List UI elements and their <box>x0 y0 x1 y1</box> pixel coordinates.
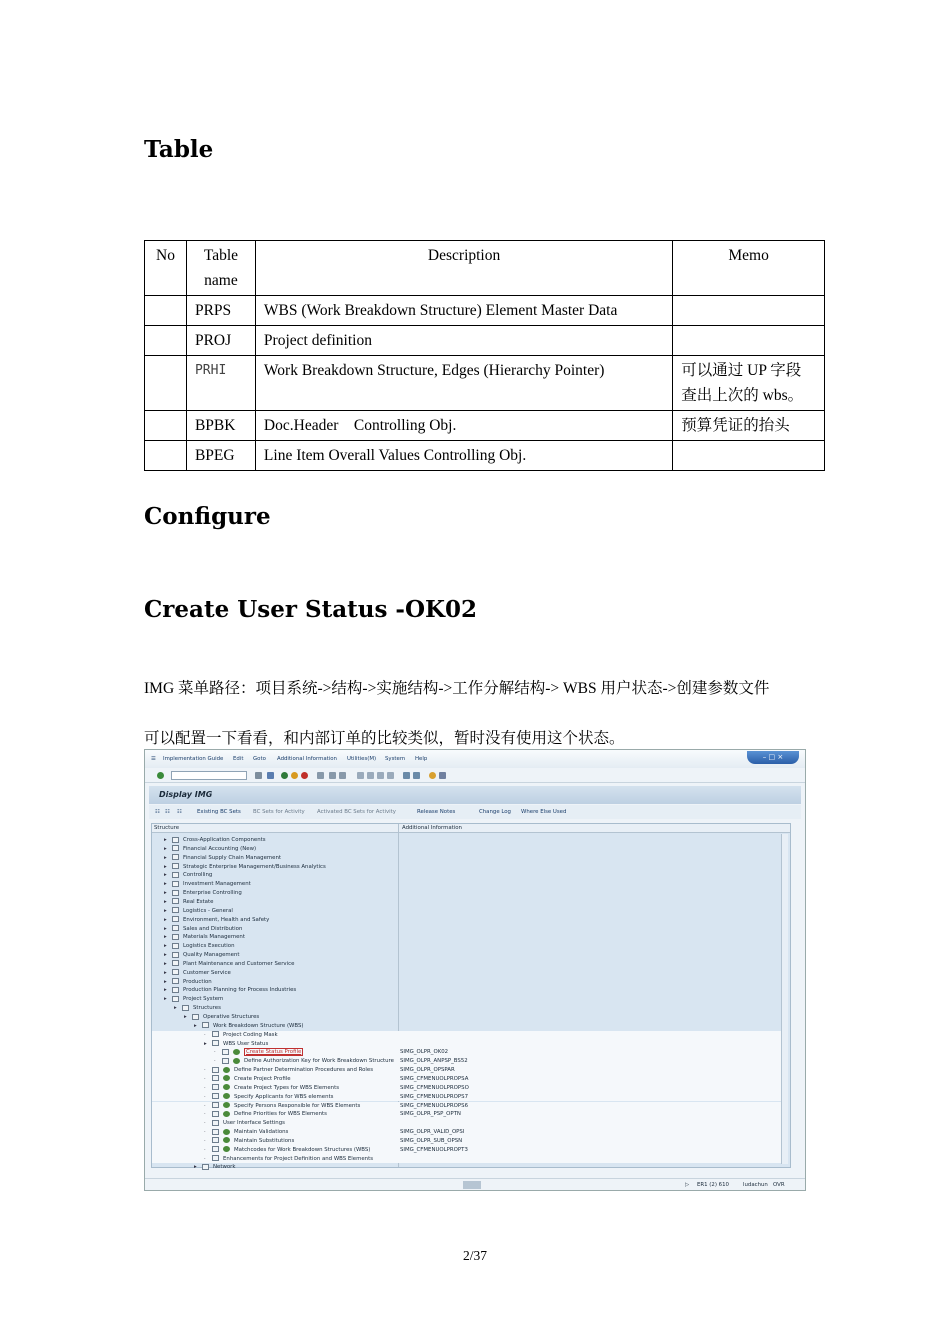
tree-toggle-icon[interactable]: · <box>204 1111 206 1118</box>
tree-node[interactable] <box>152 933 788 942</box>
tree-node[interactable] <box>152 1128 788 1137</box>
activated-bc-sets-button[interactable]: Activated BC Sets for Activity <box>317 809 396 815</box>
cell-desc: Work Breakdown Structure, Edges (Hierarchy Pointer) <box>255 356 672 411</box>
release-notes-button[interactable]: Release Notes <box>417 809 456 815</box>
tree-node[interactable] <box>152 1146 788 1155</box>
tree-node-info: SIMG_OLPR_SUB_OPSN <box>400 1137 463 1144</box>
sap-menu-icon[interactable]: ☰ <box>151 756 156 762</box>
tree-folder-icon <box>212 1146 219 1152</box>
tree-toggle-icon[interactable]: · <box>204 1155 206 1162</box>
tree-toggle-icon[interactable]: ▸ <box>164 916 167 923</box>
tree-node-label[interactable]: Production Planning for Process Industries <box>183 987 297 994</box>
tree-folder-icon <box>212 1093 219 1099</box>
tree-node[interactable] <box>152 1075 788 1084</box>
heading-configure: Configure <box>144 503 271 530</box>
tree-folder-icon <box>172 996 179 1002</box>
tree-node[interactable] <box>152 898 788 907</box>
existing-bc-sets-button[interactable]: Existing BC Sets <box>197 809 241 815</box>
tree-node-label[interactable]: Cross-Application Components <box>183 837 266 843</box>
tree-folder-icon <box>202 1022 209 1028</box>
execute-icon[interactable] <box>223 1146 230 1152</box>
new-session-icon[interactable] <box>403 772 410 779</box>
tree-toggle-icon[interactable]: ▸ <box>164 996 167 1003</box>
tree-node-label[interactable]: Enterprise Controlling <box>183 890 242 897</box>
tree-folder-icon <box>172 969 179 975</box>
heading-table: Table <box>144 136 214 163</box>
sap-menubar <box>145 750 805 768</box>
tree-node-label[interactable]: Maintain Substitutions <box>234 1137 295 1144</box>
heading-create-user-status: Create User Status -OK02 <box>144 596 478 623</box>
sap-application-toolbar <box>149 805 801 819</box>
tree-toggle-icon[interactable]: ▸ <box>174 1005 177 1012</box>
tree-node[interactable] <box>152 960 788 969</box>
execute-icon[interactable] <box>223 1102 230 1108</box>
tree-folder-icon <box>172 872 179 878</box>
tree-node-info: SIMG_OLPR_ANPSP_BS52 <box>400 1058 468 1065</box>
status-user: ludachun <box>743 1182 768 1188</box>
tree-node-label[interactable]: Enhancements for Project Definition and WBS Elements <box>223 1155 374 1162</box>
tree-toggle-icon[interactable]: · <box>204 1067 206 1074</box>
header-no: No <box>145 241 187 296</box>
tree-folder-icon <box>172 881 179 887</box>
tree-toggle-icon[interactable]: · <box>204 1146 206 1153</box>
tree-node[interactable] <box>152 1013 788 1022</box>
status-mode: OVR <box>773 1182 785 1188</box>
tree-header <box>152 824 790 833</box>
tree-toggle-icon[interactable]: ▸ <box>164 943 167 950</box>
tree-node-label[interactable]: Logistics - General <box>183 907 233 914</box>
find-icon[interactable] <box>329 772 336 779</box>
cell-name: PRHI <box>186 356 255 411</box>
tree-node[interactable] <box>152 880 788 889</box>
tree-folder-icon <box>212 1137 219 1143</box>
cell-memo <box>673 296 825 326</box>
tree-toggle-icon[interactable]: · <box>204 1102 206 1109</box>
last-page-icon[interactable] <box>387 772 394 779</box>
tree-toggle-icon[interactable]: ▸ <box>164 854 167 861</box>
tree-folder-icon <box>192 1014 199 1020</box>
cell-desc: Project definition <box>255 326 672 356</box>
table-row <box>145 326 825 356</box>
header-memo: Memo <box>673 241 825 296</box>
tree-toggle-icon[interactable]: ▸ <box>164 987 167 994</box>
menu-utilities[interactable]: Utilities(M) <box>347 756 377 762</box>
tree-node[interactable] <box>152 951 788 960</box>
execute-icon[interactable] <box>223 1093 230 1099</box>
tree-folder-icon <box>172 960 179 966</box>
tree-folder-icon <box>212 1031 219 1037</box>
tree-node[interactable] <box>152 889 788 898</box>
tree-node-label[interactable]: Define Authorization Key for Work Breakdown Structure <box>244 1058 394 1065</box>
tree-header-structure: Structure <box>154 825 180 831</box>
tree-node[interactable] <box>152 907 788 916</box>
tree-folder-icon <box>212 1067 219 1073</box>
tree-node[interactable] <box>152 1155 788 1164</box>
tree-folder-icon <box>172 925 179 931</box>
enter-icon[interactable] <box>157 772 164 779</box>
tree-folder-icon <box>172 890 179 896</box>
execute-icon[interactable] <box>223 1075 230 1081</box>
tree-node-label[interactable]: Quality Management <box>183 952 240 959</box>
tree-toggle-icon[interactable]: ▸ <box>164 881 167 888</box>
tree-node[interactable] <box>152 969 788 978</box>
header-table-name: Table name <box>186 241 255 296</box>
table-row <box>145 296 825 326</box>
tree-folder-icon <box>172 898 179 904</box>
tree-folder-icon <box>212 1075 219 1081</box>
first-page-icon[interactable] <box>357 772 364 779</box>
tree-node[interactable] <box>152 836 788 845</box>
tree-folder-icon <box>212 1129 219 1135</box>
tree-node-label[interactable]: Environment, Health and Safety <box>183 916 270 923</box>
find-next-icon[interactable] <box>339 772 346 779</box>
tree-node[interactable] <box>152 1031 788 1040</box>
tree-folder-icon <box>172 943 179 949</box>
sap-screenshot <box>144 749 806 1191</box>
tree-toggle-icon[interactable]: ▸ <box>164 863 167 870</box>
print-icon[interactable] <box>317 772 324 779</box>
tree-node[interactable] <box>152 1048 788 1057</box>
tree-node-info: SIMG_CFMENUOLPROPS6 <box>400 1102 469 1109</box>
cell-name: PROJ <box>186 326 255 356</box>
tree-node-label[interactable]: Maintain Validations <box>234 1129 289 1136</box>
tree-node-label[interactable]: Logistics Execution <box>183 943 235 950</box>
execute-icon[interactable] <box>223 1137 230 1143</box>
tree-node-label[interactable]: WBS User Status <box>223 1040 269 1047</box>
tree-toggle-icon[interactable]: ▸ <box>164 898 167 905</box>
execute-icon[interactable] <box>223 1084 230 1090</box>
tree-toggle-icon[interactable]: ▸ <box>164 907 167 914</box>
tree-node-info: SIMG_OLPR_OPSPAR <box>400 1067 455 1074</box>
tree-node-info: SIMG_OLPR_OK02 <box>400 1049 449 1056</box>
sap-status-bar <box>145 1178 805 1190</box>
header-description: Description <box>255 241 672 296</box>
tree-node-label[interactable]: Create Status Profile <box>246 1049 302 1056</box>
tree-node-info: SIMG_CFMENUOLPROPSA <box>400 1075 469 1082</box>
tree-toggle-icon[interactable]: ▸ <box>184 1014 187 1020</box>
cell-desc: Doc.Header Controlling Obj. <box>255 411 672 441</box>
change-log-button[interactable]: Change Log <box>479 809 511 815</box>
tree-node-label[interactable]: Financial Accounting (New) <box>183 845 257 852</box>
tree-toggle-icon[interactable]: ▸ <box>164 845 167 852</box>
tree-node-label[interactable]: Investment Management <box>183 881 251 888</box>
tree-toggle-icon[interactable]: · <box>214 1049 216 1056</box>
table-row <box>145 356 825 411</box>
window-controls[interactable]: – □ × <box>747 751 799 764</box>
tree-node[interactable] <box>152 986 788 995</box>
previous-page-icon[interactable] <box>367 772 374 779</box>
tree-node-label[interactable]: Project Coding Mask <box>223 1031 278 1038</box>
tree-node-label[interactable]: Strategic Enterprise Management/Business Analytics <box>183 863 326 870</box>
tree-node-label[interactable]: Controlling <box>183 872 213 879</box>
cell-name: BPBK <box>186 411 255 441</box>
tree-toggle-icon[interactable]: · <box>204 1075 206 1082</box>
tree-node-label[interactable]: Sales and Distribution <box>183 925 243 932</box>
tree-folder-icon <box>212 1120 219 1126</box>
sap-standard-toolbar <box>145 768 805 783</box>
tree-folder-icon <box>222 1058 229 1064</box>
tree-toggle-icon[interactable]: ▸ <box>204 1040 207 1047</box>
tree-folder-icon <box>212 1102 219 1108</box>
cell-no <box>145 356 187 411</box>
img-menu-path-text: IMG 菜单路径：项目系统->结构->实施结构->工作分解结构-> WBS 用户状态->创建参数文件 <box>144 680 770 697</box>
tree-toggle-icon[interactable]: ▸ <box>194 1164 197 1171</box>
execute-icon[interactable] <box>233 1058 240 1064</box>
tree-toggle-icon[interactable]: · <box>204 1137 206 1144</box>
tree-node-info: SIMG_CFMENUOLPROPT3 <box>400 1146 468 1153</box>
tree-node-label[interactable]: Create Project Profile <box>234 1075 291 1082</box>
tree-folder-icon <box>212 1040 219 1046</box>
table-header-row <box>145 241 825 296</box>
table-row <box>145 441 825 471</box>
page-number: 2/37 <box>462 1248 487 1263</box>
tree-node-label[interactable]: Create Project Types for WBS Elements <box>234 1084 340 1091</box>
tree-toggle-icon[interactable]: ▸ <box>164 952 167 959</box>
tree-node[interactable] <box>152 854 788 863</box>
tree-toggle-icon[interactable]: · <box>204 1120 206 1127</box>
tree-toggle-icon[interactable]: · <box>204 1093 206 1100</box>
tree-folder-icon <box>212 1111 219 1117</box>
tree-node-label[interactable]: Define Partner Determination Procedures and Roles <box>234 1067 374 1074</box>
img-structure-tree <box>151 823 791 1171</box>
tree-folder-icon <box>172 845 179 851</box>
cell-desc: Line Item Overall Values Controlling Obj. <box>255 441 672 471</box>
tree-toggle-icon[interactable]: · <box>204 1129 206 1136</box>
tree-node[interactable] <box>152 1066 788 1075</box>
tree-node-label[interactable]: Network <box>213 1164 236 1171</box>
execute-icon[interactable] <box>223 1111 230 1117</box>
tree-toggle-icon[interactable]: ▸ <box>164 960 167 967</box>
tree-node[interactable] <box>152 1040 788 1049</box>
tree-node[interactable] <box>152 871 788 880</box>
cell-no <box>145 326 187 356</box>
cell-no <box>145 296 187 326</box>
tree-node-label[interactable]: Define Priorities for WBS Elements <box>234 1111 327 1118</box>
tree-folder-icon <box>172 952 179 958</box>
tree-node[interactable] <box>152 1084 788 1093</box>
cell-name: BPEG <box>186 441 255 471</box>
tree-folder-icon <box>222 1049 229 1055</box>
expand-icon[interactable]: ☷ <box>155 809 160 815</box>
tree-node[interactable] <box>152 925 788 934</box>
tree-node-label[interactable]: Structures <box>193 1005 221 1012</box>
tree-folder-icon <box>172 916 179 922</box>
bc-sets-for-activity-button[interactable]: BC Sets for Activity <box>253 809 305 815</box>
tree-toggle-icon[interactable]: ▸ <box>164 872 167 879</box>
cell-desc: WBS (Work Breakdown Structure) Element Master Data <box>255 296 672 326</box>
tree-node-info: SIMG_OLPR_PSP_OPTN <box>400 1111 461 1118</box>
cell-memo <box>673 326 825 356</box>
note-text: 可以配置一下看看，和内部订单的比较类似，暂时没有使用这个状态。 <box>144 730 625 747</box>
cell-memo: 可以通过 UP 字段查出上次的 wbs。 <box>673 356 825 411</box>
status-system: ER1 (2) 610 <box>697 1182 729 1188</box>
tree-toggle-icon[interactable]: ▸ <box>164 925 167 932</box>
tree-node-label[interactable]: Matchcodes for Work Breakdown Structures (WBS) <box>234 1146 371 1153</box>
collapse-icon[interactable]: ☷ <box>165 809 170 815</box>
tree-node-label[interactable]: Production <box>183 978 212 985</box>
execute-icon[interactable] <box>223 1067 230 1073</box>
tree-header-additional-info: Additional Information <box>402 825 462 831</box>
tree-toggle-icon[interactable]: · <box>204 1031 206 1038</box>
tree-node-label[interactable]: Operative Structures <box>203 1014 260 1020</box>
exit-icon[interactable] <box>291 772 298 779</box>
menu-goto[interactable]: Goto <box>253 756 266 762</box>
tree-node-label[interactable]: Specify Persons Responsible for WBS Elements <box>234 1102 361 1109</box>
tree-node[interactable] <box>152 845 788 854</box>
tree-node-label[interactable]: Materials Management <box>183 934 245 941</box>
tree-folder-icon <box>172 854 179 860</box>
tree-folder-icon <box>172 978 179 984</box>
tree-node[interactable] <box>152 1119 788 1128</box>
tree-folder-icon <box>172 907 179 913</box>
tree-node[interactable] <box>152 942 788 951</box>
tree-node-label[interactable]: Work Breakdown Structure (WBS) <box>213 1022 304 1029</box>
layout-icon[interactable] <box>439 772 446 779</box>
tree-node-label[interactable]: Project System <box>183 996 224 1003</box>
table-row <box>145 411 825 441</box>
execute-icon[interactable] <box>233 1049 240 1055</box>
back-arrow-icon[interactable] <box>255 772 262 779</box>
tree-node[interactable] <box>152 1163 788 1172</box>
mark-icon[interactable]: ☷ <box>177 809 182 815</box>
tree-node-info: SIMG_CFMENUOLPROPS7 <box>400 1093 469 1100</box>
tree-node[interactable] <box>152 916 788 925</box>
menu-implementation-guide[interactable]: Implementation Guide <box>163 756 224 762</box>
next-page-icon[interactable] <box>377 772 384 779</box>
shortcut-icon[interactable] <box>413 772 420 779</box>
cell-memo: 预算凭证的抬头 <box>673 411 825 441</box>
menu-edit[interactable]: Edit <box>233 756 244 762</box>
cell-no <box>145 411 187 441</box>
tree-toggle-icon[interactable]: ▸ <box>164 890 167 897</box>
tree-folder-icon <box>172 934 179 940</box>
tree-toggle-icon[interactable]: ▸ <box>164 978 167 985</box>
cancel-icon[interactable] <box>301 772 308 779</box>
tree-node[interactable] <box>152 995 788 1004</box>
tree-node-label[interactable]: Financial Supply Chain Management <box>183 854 282 861</box>
tree-node[interactable] <box>152 1102 788 1111</box>
cell-no <box>145 441 187 471</box>
tree-node-label[interactable]: User Interface Settings <box>223 1120 285 1127</box>
screen-title: Display IMG <box>159 790 213 799</box>
tree-toggle-icon[interactable]: ▸ <box>164 837 167 843</box>
tree-node-label[interactable]: Specify Applicants for WBS elements <box>234 1093 334 1100</box>
tree-node[interactable] <box>152 978 788 987</box>
tree-node[interactable] <box>152 1057 788 1066</box>
command-field[interactable] <box>171 771 247 780</box>
tree-node-info: SIMG_CFMENUOLPROPSO <box>400 1084 469 1091</box>
tree-node[interactable] <box>152 863 788 872</box>
tree-node[interactable] <box>152 1093 788 1102</box>
sap-logo <box>463 1181 481 1189</box>
tree-node-label[interactable]: Customer Service <box>183 969 231 976</box>
execute-icon[interactable] <box>223 1129 230 1135</box>
tree-toggle-icon[interactable]: · <box>204 1084 206 1091</box>
where-else-used-button[interactable]: Where Else Used <box>521 809 567 815</box>
tree-folder-icon <box>172 863 179 869</box>
tree-node[interactable] <box>152 1110 788 1119</box>
menu-help[interactable]: Help <box>415 756 428 762</box>
tree-node-label[interactable]: Real Estate <box>183 898 214 905</box>
tree-folder-icon <box>172 837 179 843</box>
tree-folder-icon <box>212 1155 219 1161</box>
cell-name: PRPS <box>186 296 255 326</box>
tree-node-label[interactable]: Plant Maintenance and Customer Service <box>183 960 295 967</box>
tree-node-info: SIMG_OLPR_VALID_OPSI <box>400 1129 465 1136</box>
tree-toggle-icon[interactable]: ▸ <box>164 934 167 941</box>
help-icon[interactable] <box>429 772 436 779</box>
tree-folder-icon <box>212 1084 219 1090</box>
sap-title-bar <box>149 786 801 804</box>
tree-toggle-icon[interactable]: ▸ <box>194 1022 197 1029</box>
table-list <box>144 240 825 471</box>
menu-system[interactable]: System <box>385 756 406 762</box>
tree-node[interactable] <box>152 1004 788 1013</box>
tree-node[interactable] <box>152 1022 788 1031</box>
status-arrow-icon[interactable]: ▷ <box>685 1182 690 1188</box>
tree-toggle-icon[interactable]: ▸ <box>164 969 167 976</box>
tree-folder-icon <box>202 1164 209 1170</box>
tree-scrollbar[interactable] <box>781 834 788 1164</box>
save-icon[interactable] <box>267 772 274 779</box>
tree-toggle-icon[interactable]: · <box>214 1058 216 1065</box>
back-icon[interactable] <box>281 772 288 779</box>
cell-memo <box>673 441 825 471</box>
tree-folder-icon <box>172 987 179 993</box>
menu-additional-information[interactable]: Additional Information <box>277 756 337 762</box>
tree-folder-icon <box>182 1005 189 1011</box>
tree-node[interactable] <box>152 1137 788 1146</box>
